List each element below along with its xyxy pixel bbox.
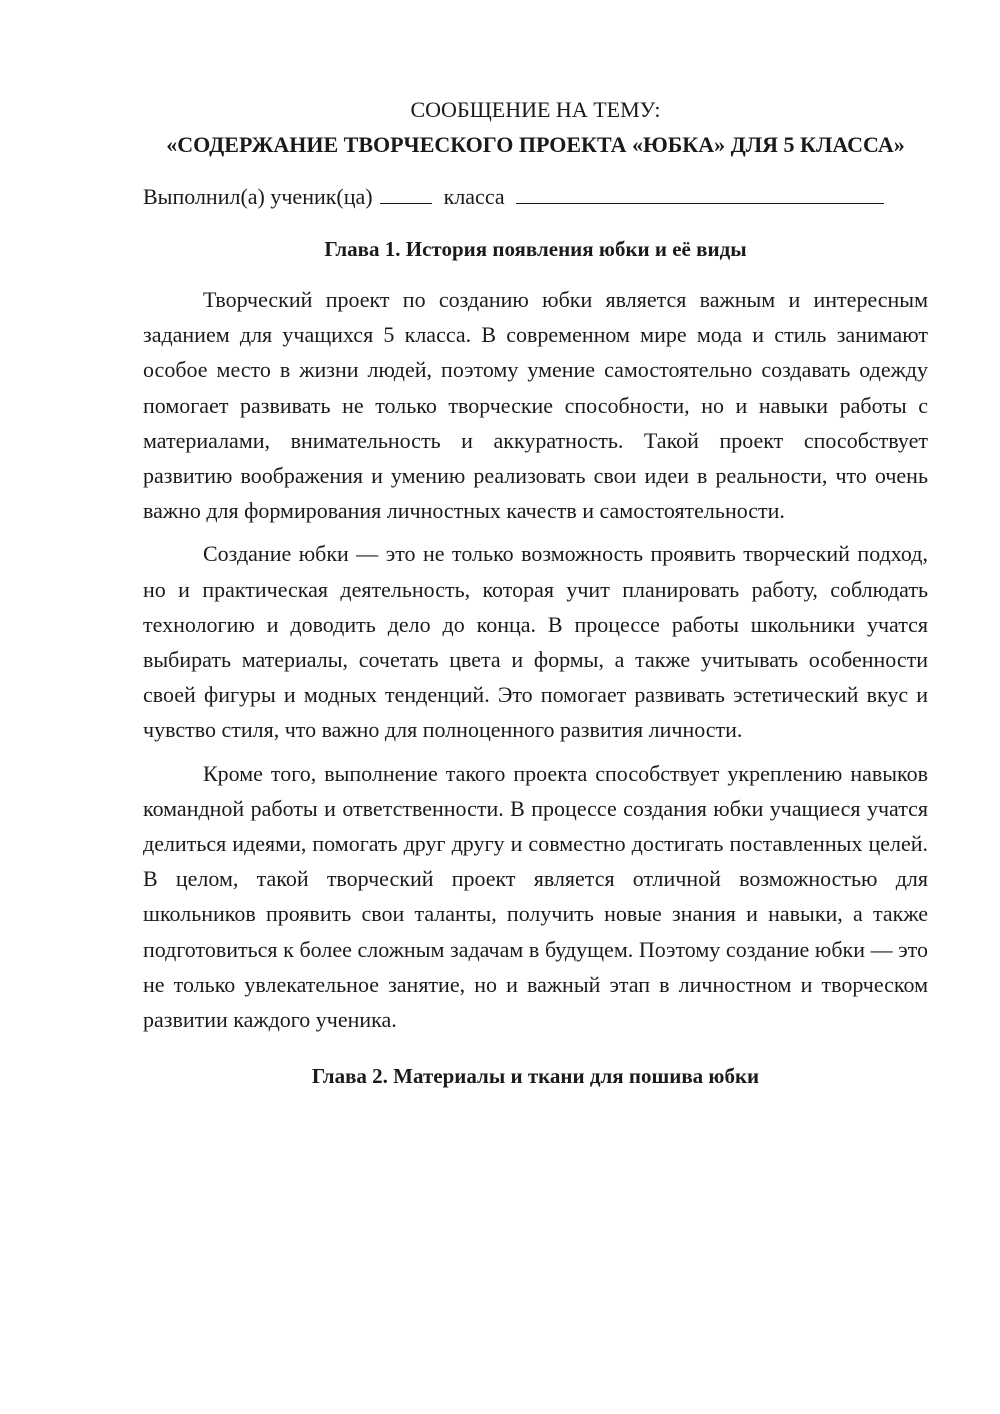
document-title: «СОДЕРЖАНИЕ ТВОРЧЕСКОГО ПРОЕКТА «ЮБКА» ДЛЯ 5 КЛАССА» bbox=[166, 132, 905, 157]
paragraph-3: Кроме того, выполнение такого проекта способствует укреплению навыков командной работы и ответственности. В процессе создания юбки учащиеся учатся делиться идеями, помогать друг другу и совместно достигать поставленных целей. В целом, такой творческий проект является отличной возможностью для школьников проявить свои таланты, получить новые знания и навыки, а также подготовиться к более сложным задачам в будущем. Поэтому создание юбки — это не только увлекательное занятие, но и важный этап в личностном и творческом развитии каждого ученика. bbox=[143, 760, 928, 1033]
document-page bbox=[143, 92, 928, 1094]
document-header: СООБЩЕНИЕ НА ТЕМУ: bbox=[410, 97, 661, 122]
chapter-1-heading: Глава 1. История появления юбки и её виды bbox=[324, 237, 747, 261]
paragraph-2: Создание юбки — это не только возможность проявить творческий подход, но и практическая деятельность, которая учит планировать работу, соблюдать технологию и доводить дело до конца. В процессе работы школьники учатся выбирать материалы, сочетать цвета и формы, а также учитывать особенности своей фигуры и модных тенденций. Это помогает развивать эстетический вкус и чувство стиля, что важно для полноценного развития личности. bbox=[143, 541, 928, 743]
author-line bbox=[143, 179, 928, 214]
author-class-label: класса bbox=[443, 184, 505, 209]
chapter-2-heading: Глава 2. Материалы и ткани для пошива юбки bbox=[311, 1064, 760, 1089]
paragraph-1: Творческий проект по созданию юбки является важным и интересным заданием для учащихся 5 класса. В современном мире мода и стиль занимают особое место в жизни людей, поэтому умение самостоятельно создавать одежду помогает развивать не только творческие способности, но и навыки работы с материалами, внимательность и аккуратность. Такой проект способствует развитию воображения и умению реализовать свои идеи в реальности, что очень важно для формирования личностных качеств и самостоятельности. bbox=[143, 287, 928, 524]
class-blank-field bbox=[516, 181, 884, 204]
grade-blank-field bbox=[380, 181, 432, 204]
author-prefix: Выполнил(а) ученик(ца) bbox=[143, 184, 373, 209]
